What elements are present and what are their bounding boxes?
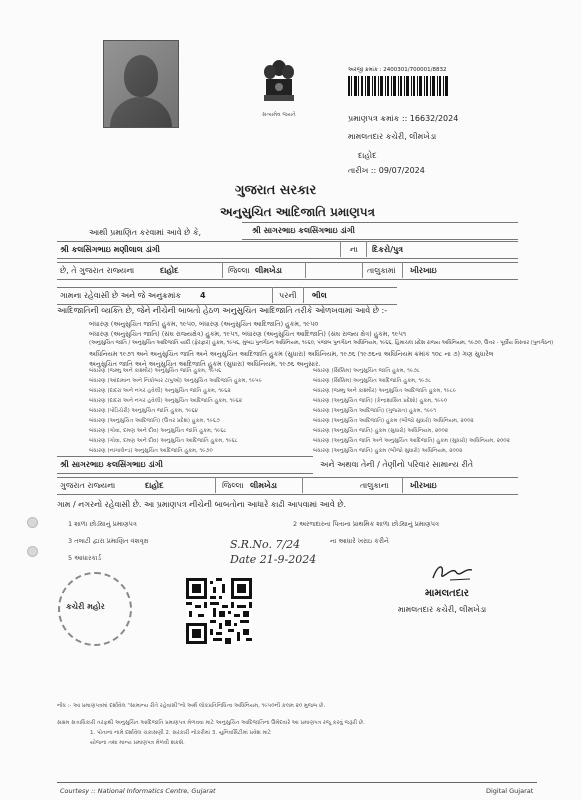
divider bbox=[340, 241, 341, 257]
application-number: અરજી ક્રમાંક : 2400301/700001/8832 bbox=[348, 67, 447, 73]
note-line: યોજના તથા માન્ય પ્રમાણપત્ર મેળવી શકશે. bbox=[90, 740, 185, 746]
state2-taluka-label: તાલુકાના bbox=[360, 481, 389, 490]
resident-name: શ્રી સાગરભાઇ કલસિંગભાઇ ડાંગી bbox=[60, 460, 163, 469]
jilla-value: લીમખેડા bbox=[255, 266, 282, 275]
order-item: બંધારણ (ગોવા, દમણ અને દીવ) અનુસુચિત જાતિ હુકમ, ૧૯૬૮ bbox=[89, 428, 227, 434]
order-item: બંધારણ (અનુસુચિત જાતિ) હુકમ (સુધારો) અધિનિયમ, ૨૦૦૨ bbox=[313, 428, 449, 434]
state-text: છે, તે ગુજરાત રાજ્યના bbox=[60, 266, 135, 275]
order-item: બંધારણ (નાગાલેન્ડ) અનુસુચિત આદિજાતિ હુકમ, ૧૯૭૦ bbox=[89, 448, 213, 454]
state2-text: ગુજરાત રાજ્યના bbox=[60, 481, 116, 490]
basis-item-3-rest: ના આધારે ખરાઇ કરીને bbox=[330, 537, 389, 545]
schedule-line: બંધારણ (અનુસુચિત જાતિ) હુકમ, ૧૯૫૦, બંધારણ (અનુસુચિત આદિજાતિ) હુકમ, ૧૯૫૦ bbox=[89, 320, 319, 328]
order-item: બંધારણ (અનુસુચિત આદિજાતિ) (ઉત્તર પ્રદેશ) હુકમ, ૧૯૬૭ bbox=[89, 418, 220, 424]
village-text: ગામના રહેવાસી છે અને જે અનુક્રમાંક bbox=[60, 291, 182, 300]
certify-text: આથી પ્રમાણિત કરવામાં આવે છે કે, bbox=[89, 228, 202, 237]
handwritten-sr-no: S.R.No. 7/24 bbox=[230, 538, 301, 551]
na-label: ના bbox=[350, 245, 358, 254]
state2-jilla: લીમખેડા bbox=[250, 481, 277, 490]
basis-item-2: 2 અરજદારના પિતાના પ્રાથમિક શાળા છોડ્યાનું પ્રમાણપત્ર bbox=[293, 520, 439, 528]
order-item: બંધારણ (આંદામાન અને નિકોબાર ટાપુઓ) અનુસુચિત આદિજાતિ હુકમ, ૧૯૫૯ bbox=[89, 378, 262, 384]
holder-name: શ્રી સાગરભાઇ કલસિંગભાઇ ડાંગી bbox=[252, 226, 355, 235]
government-title: ગુજરાત સરકાર bbox=[235, 183, 317, 198]
national-emblem-icon bbox=[262, 58, 296, 110]
qr-code bbox=[186, 578, 252, 644]
order-item: બંધારણ (સિક્કિમ) અનુસુચિત આદિજાતિ હુકમ, ૧૯૭૮ bbox=[313, 378, 432, 384]
order-item: બંધારણ (દાદરા અને નગર હવેલી) અનુસુચિત આદિજાતિ હુકમ, ૧૯૬૨ bbox=[89, 398, 242, 404]
orders-right-column bbox=[313, 368, 510, 458]
schedule-line: (અનુસુચિત જાતિ / અનુસુચિત આદિજાતિ યાદી (ફેરફાર) હુકમ, ૧૯૫૬, મુંબઇ પુનર્ગઠન અધિનિયમ, ૧૯૬૦, પંજાબ પુનર્ગઠન અધિનિયમ, ૧૯૬૬, હિમાચલ પ્રદેશ રાજ્ય અધિનિયમ, ૧૯૭૦, ઉત્તર - પૂર્વીય વિસ્તાર (પુનર્ગઠન) bbox=[89, 340, 554, 346]
certificate-title: અનુસુચિત આદિજાતિ પ્રમાણપત્ર bbox=[220, 205, 375, 219]
signature-mark bbox=[430, 560, 476, 584]
father-name: શ્રી કલસિંગભાઇ મણીલાલ ડાંગી bbox=[60, 245, 160, 254]
handwritten-date: Date 21-9-2024 bbox=[230, 553, 317, 566]
issuing-district: દાહોદ bbox=[358, 151, 377, 160]
divider bbox=[366, 241, 367, 257]
divider bbox=[362, 262, 363, 278]
state2-district: દાહોદ bbox=[145, 481, 164, 490]
order-item: બંધારણ (સિક્કિમ) અનુસુચિત જાતિ હુકમ, ૧૯૭૮ bbox=[313, 368, 420, 374]
divider bbox=[402, 477, 403, 493]
basis-item-5: 5 આધારકાર્ડ bbox=[68, 554, 102, 562]
order-item: બંધારણ (અનુસુચિત જાતિ અને અનુસુચિત આદિજાતિ) હુકમ (સુધારો) અધિનિયમ, ૨૦૦૨ bbox=[313, 438, 510, 444]
order-item: બંધારણ (અનુસુચિત આદિજાતિ) હુકમ (બીજો સુધારો) અધિનિયમ, ૨૦૦૨ bbox=[313, 418, 474, 424]
district-value: દાહોદ bbox=[160, 266, 179, 275]
applicant-photo bbox=[103, 40, 179, 128]
divider bbox=[303, 287, 304, 303]
taluka-value: ખીરખાઇ bbox=[410, 266, 437, 275]
order-item: બંધારણ (જમ્મુ અને કાશ્મીર) અનુસુચિત આદિજાતિ હુકમ, ૧૯૮૯ bbox=[313, 388, 457, 394]
jilla-label: જિલ્લા bbox=[228, 266, 250, 275]
order-item: બંધારણ (પોંડિચેરી) અનુસુચિત જાતિ હુકમ, ૧૯૬૪ bbox=[89, 408, 198, 414]
signatory-title: મામલતદાર bbox=[425, 588, 469, 599]
order-item: બંધારણ (જમ્મુ અને કાશ્મીર) અનુસુચિત જાતિ હુકમ, ૧૯૫૬ bbox=[89, 368, 222, 374]
footer-rule bbox=[57, 782, 537, 783]
schedule-line: અધિનિયમ ૧૯૭૧ અને અનુસુચિત જાતિ અને અનુસુચિત આદિજાતિ હુકમ (સુધારા) અધિનિયમ, ૧૯૭૬ (૧૯૭૬ના અધિનિયમ ક્રમાંક ૧૦૮ ના ૭) ગણ સુધારેલ bbox=[89, 350, 494, 358]
basis-item-1: 1 શાળા છોડ્યાનું પ્રમાણપત્ર bbox=[68, 520, 137, 528]
relation: દિકરો/પુત્ર bbox=[372, 245, 404, 254]
divider bbox=[402, 262, 403, 278]
signatory-office: મામલતદાર કચેરી, લીમખેડા bbox=[398, 605, 487, 614]
state2-taluka: ખીરખાઇ bbox=[410, 481, 437, 490]
note-line: 1. પોતાના નામે દર્શાવેલ ચકાસણી 2. સરકારી નોકરીમાં 3. યુનિવર્સિટીમાં પ્રવેશ માટે bbox=[90, 730, 271, 736]
note-line: નોંધ :- આ પ્રમાણપત્રમાં દર્શાવેલ "સામાન્ય રીતે રહેવાસી"નો અર્થ લોકપ્રતિનિધિત્વ અધિનિયમ, ૧૯૫૦ની કલમ ૨૦ મુજબ છે. bbox=[57, 703, 326, 709]
divider bbox=[272, 287, 273, 303]
taluka-label: તાલુકામાં bbox=[367, 266, 396, 275]
footer-courtesy: Courtesy :: National Informatics Centre, Gujarat bbox=[60, 787, 216, 795]
order-item: બંધારણ (અનુસુચિત જાતિ) (કેન્દ્રશાસિત પ્રદેશો) હુકમ, ૧૯૯૦ bbox=[313, 398, 448, 404]
footer-digital-gujarat: Digital Gujarat bbox=[486, 787, 534, 795]
family-text: અને અથવા તેની / તેણીનો પરિવાર સામાન્ય રીતે bbox=[320, 460, 474, 469]
note-line: સક્ષમ સત્તાધિકારી તરફથી અનુસુચિત આદિજાતિ પ્રમાણપત્ર મેળવવા માટે અનુસુચિત આદિજાતિના ઉમેદવારે આ પ્રમાણપત્ર રજૂ કરવું જરૂરી છે. bbox=[57, 720, 365, 726]
certificate-number: પ્રમાણપત્ર ક્રમાંક :: 16632/2024 bbox=[348, 114, 459, 123]
emblem-caption: સત્યમેવ જયતે bbox=[262, 112, 296, 118]
divider bbox=[222, 262, 223, 278]
resident-location-box bbox=[57, 477, 518, 495]
divider bbox=[215, 477, 216, 493]
basis-intro: ગામ / નગરનો રહેવાસી છે. આ પ્રમાણપત્ર નીચેની બાબતોના આધારે કાઢી આપવામાં આવે છે. bbox=[57, 500, 347, 509]
issuing-office: મામલતદાર કચેરી, લીમખેડા bbox=[348, 132, 437, 141]
barcode bbox=[348, 76, 448, 96]
order-item: બંધારણ (અનુસુચિત જાતિ) હુકમ (બીજો સુધારો) અધિનિયમ, ૨૦૦૨ bbox=[313, 448, 463, 454]
office-stamp bbox=[58, 572, 132, 646]
tribe-recognition-text: આદિજાતિની વ્યક્તિ છે, જેને નીચેની બાબતો હેઠળ અનુસુચિત આદિજાતિ તરીકે ઓળખવામાં આવે છે :- bbox=[57, 306, 388, 315]
tribe-name: ભીલ bbox=[312, 291, 327, 300]
schedule-line: અનુસુચિત જાતિ અને અનુસુચિત આદિજાતિ હુકમ (સુધારા) અધિનિયમ, ૧૯૭૬ અનુસાર. bbox=[89, 360, 321, 368]
order-item: બંધારણ (દાદરા અને નગર હવેલી) અનુસુચિત જાતિ હુકમ, ૧૯૬૨ bbox=[89, 388, 231, 394]
state2-jilla-label: જિલ્લા bbox=[222, 481, 244, 490]
stamp-text: કચેરી મહોર bbox=[66, 602, 105, 611]
issue-date: તારીખ :: 09/07/2024 bbox=[348, 166, 425, 175]
divider bbox=[302, 477, 303, 493]
divider bbox=[305, 262, 306, 278]
serial-number: 4 bbox=[200, 291, 206, 300]
order-item: બંધારણ (ગોવા, દમણ અને દીવ) અનુસુચિત આદિજાતિ હુકમ, ૧૯૬૮ bbox=[89, 438, 238, 444]
basis-item-3: 3 તલાટી દ્વારા પ્રમાણિત વંશવૃક્ષ bbox=[68, 537, 149, 545]
orders-left-column bbox=[89, 368, 262, 458]
par-label: પરની bbox=[279, 291, 297, 300]
order-item: બંધારણ (અનુસુચિત આદિજાતિ) (ગુજરાત) હુકમ, ૧૯૯૧ bbox=[313, 408, 437, 414]
schedule-line: બંધારણ (અનુસુચિત જાતિ) (સંઘ રાજ્યક્ષેત્ર) હુકમ, ૧૯૫૧, બંધારણ (અનુસુચિત આદિજાતિ) (સંઘ રાજ્ય ક્ષેત્ર) હુકમ, ૧૯૫૧ bbox=[89, 330, 407, 338]
